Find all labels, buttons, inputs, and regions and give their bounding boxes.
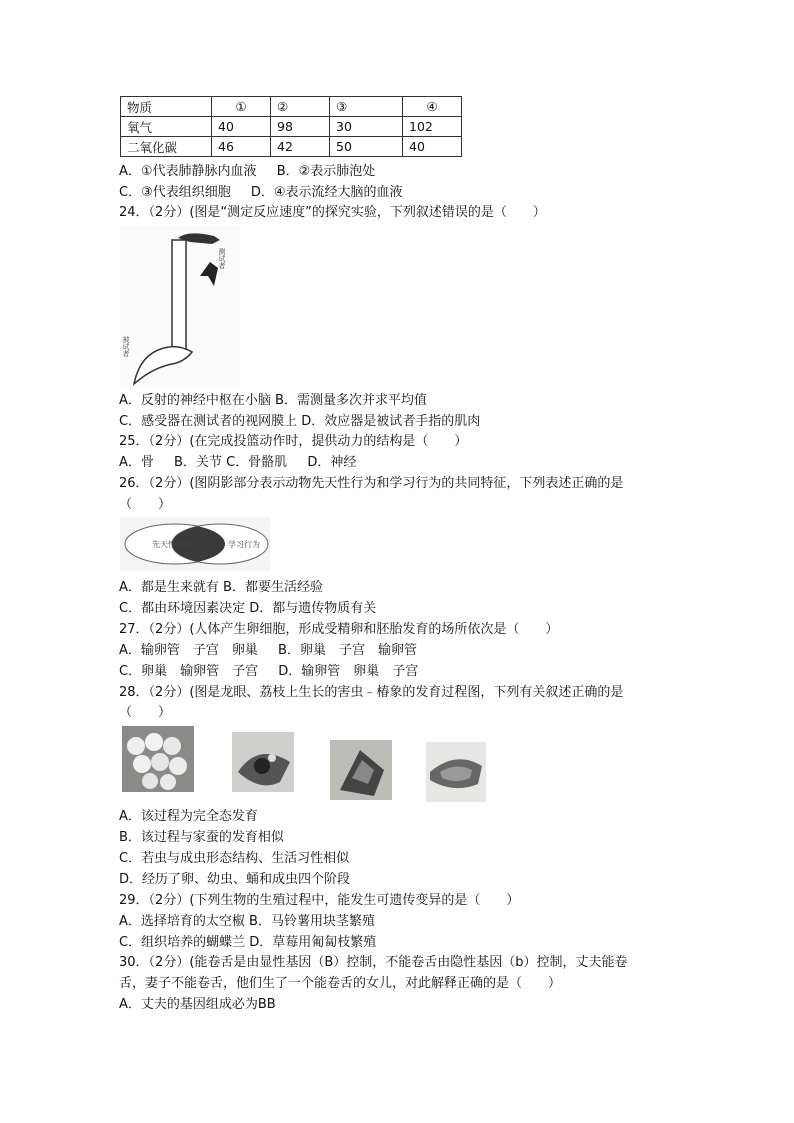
table-cell: ③	[330, 97, 403, 117]
q29-option-c: C．组织培养的蝴蝶兰	[119, 935, 246, 950]
reaction-speed-figure	[120, 226, 240, 386]
q30-stem-line1: 30．（2分）(能卷舌是由显性基因（B）控制，不能卷舌由隐性基因（b）控制，丈夫能卷	[119, 955, 628, 970]
stinkbug-adult-photo	[426, 742, 486, 802]
q29-option-a: A．选择培育的太空椒	[119, 914, 245, 929]
q28-stem-line1: 28．（2分）(图是龙眼、荔枝上生长的害虫﹣椿象的发育过程图，下列有关叙述正确的是	[119, 685, 624, 700]
q28-option-a: A．该过程为完全态发育	[119, 809, 258, 824]
q28-stem-line2: （ ）	[119, 705, 172, 720]
q24-option-c: C．感受器在测试者的视网膜上	[119, 414, 298, 429]
venn-left-label: 先天性行为	[152, 540, 192, 549]
q26-options-line2	[119, 599, 376, 618]
q24-options-line2	[119, 412, 480, 431]
table-header-row	[121, 97, 462, 117]
q24-option-d: D．效应器是被试者手指的肌肉	[301, 414, 481, 429]
q25-option-c: C．骨骼肌	[226, 455, 288, 470]
table-cell: 102	[403, 117, 462, 137]
q25-option-b: B．关节	[174, 455, 222, 470]
q29-option-b: B．马铃薯用块茎繁殖	[249, 914, 375, 929]
q24-stem: 24．（2分）(图是“测定反应速度”的探究实验，下列叙述错误的是（ ）	[119, 205, 546, 220]
q24-option-b: B．需测量多次并求平均值	[275, 393, 427, 408]
table-cell: ④	[403, 97, 462, 117]
q26-options-line1	[119, 578, 323, 597]
q29-option-d: D．草莓用匍匐枝繁殖	[249, 935, 377, 950]
table-cell: 40	[212, 117, 271, 137]
q27-options-line1	[119, 641, 417, 660]
q26-option-b: B．都要生活经验	[223, 580, 323, 595]
subject-label: 被试者	[122, 336, 130, 357]
table-cell: 物质	[121, 97, 212, 117]
q26-stem-line1: 26．（2分）(图阴影部分表示动物先天性行为和学习行为的共同特征，下列表述正确的是	[119, 476, 624, 491]
table-cell: 42	[271, 137, 330, 157]
q26-stem-line2: （ ）	[119, 497, 172, 512]
q23-options-line2	[119, 183, 403, 202]
q26-option-c: C．都由环境因素决定	[119, 601, 246, 616]
q27-option-a: A．输卵管 子宫 卵巢	[119, 643, 258, 658]
q26-option-d: D．都与遗传物质有关	[249, 601, 377, 616]
q27-option-b: B．卵巢 子宫 输卵管	[278, 643, 417, 658]
stinkbug-nymph-photo-1	[232, 732, 294, 792]
table-cell: ①	[212, 97, 271, 117]
q28-option-d: D．经历了卵、幼虫、蛹和成虫四个阶段	[119, 872, 351, 887]
q30-option-a: A．丈夫的基因组成必为BB	[119, 997, 276, 1012]
venn-right-label: 学习行为	[228, 540, 260, 549]
table-cell: ②	[271, 97, 330, 117]
q25-option-a: A．骨	[119, 455, 154, 470]
table-cell: 98	[271, 117, 330, 137]
table-cell: 氧气	[121, 117, 212, 137]
q28-option-c: C．若虫与成虫形态结构、生活习性相似	[119, 851, 350, 866]
q24-option-a: A．反射的神经中枢在小脑	[119, 393, 271, 408]
table-cell: 46	[212, 137, 271, 157]
stinkbug-eggs-photo	[122, 726, 194, 792]
table-row	[121, 137, 462, 157]
table-cell: 二氧化碳	[121, 137, 212, 157]
tester-label: 测试者	[218, 248, 226, 269]
table-cell: 50	[330, 137, 403, 157]
q25-stem: 25．（2分）(在完成投篮动作时，提供动力的结构是（ ）	[119, 434, 468, 449]
q29-stem: 29．（2分）(下列生物的生殖过程中，能发生可遗传变异的是（ ）	[119, 893, 520, 908]
behavior-venn-diagram	[120, 517, 270, 571]
q27-options-line2	[119, 662, 418, 681]
blood-gas-table	[120, 96, 462, 157]
q27-option-c: C．卵巢 输卵管 子宫	[119, 664, 259, 679]
ruler-shape	[172, 240, 186, 358]
q27-option-d: D．输卵管 卵巢 子宫	[278, 664, 419, 679]
q28-option-b: B．该过程与家蚕的发育相似	[119, 830, 284, 845]
q23-option-d: D．④表示流经大脑的血液	[250, 185, 403, 200]
q25-option-d: D．神经	[307, 455, 357, 470]
table-cell: 30	[330, 117, 403, 137]
q25-options	[119, 453, 356, 472]
q29-options-line1	[119, 912, 375, 931]
q23-options-line1	[119, 162, 375, 181]
q30-stem-line2: 舌，妻子不能卷舌，他们生了一个能卷舌的女儿，对此解释正确的是（ ）	[119, 976, 562, 991]
q24-options-line1	[119, 391, 427, 410]
q23-option-c: C．③代表组织细胞	[119, 185, 231, 200]
q26-option-a: A．都是生来就有	[119, 580, 219, 595]
stinkbug-nymph-photo-2	[330, 740, 392, 800]
table-cell: 40	[403, 137, 462, 157]
q27-stem: 27．（2分）(人体产生卵细胞，形成受精卵和胚胎发育的场所依次是（ ）	[119, 622, 559, 637]
q23-option-b: B．②表示肺泡处	[276, 164, 376, 179]
q23-option-a: A．①代表肺静脉内血液	[119, 164, 257, 179]
table-row	[121, 117, 462, 137]
q29-options-line2	[119, 933, 376, 952]
